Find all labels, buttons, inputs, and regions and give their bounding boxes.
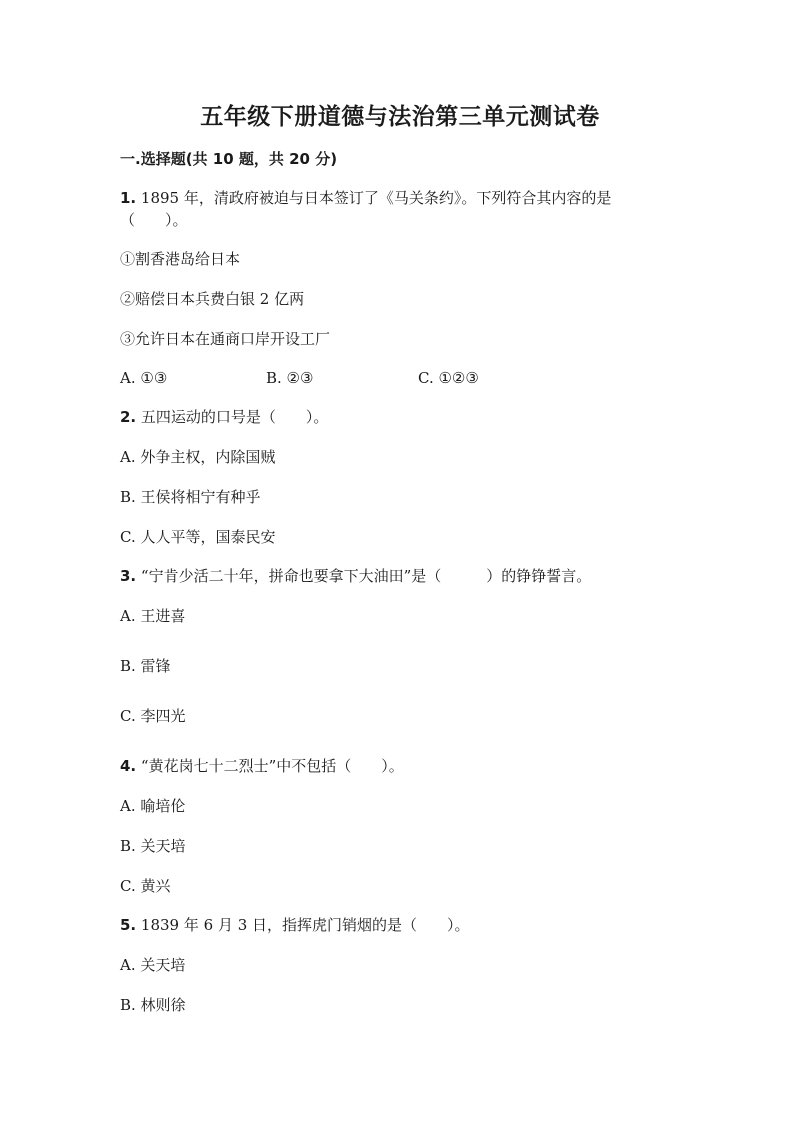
question-1-stem-cont: （ ）。 xyxy=(120,211,188,229)
section-header: 一.选择题(共 10 题，共 20 分) xyxy=(120,150,338,168)
option-b: B. 林则徐 xyxy=(120,996,186,1014)
option-c: C. 人人平等，国泰民安 xyxy=(120,528,276,546)
option-b: B. 雷锋 xyxy=(120,657,171,675)
statement-3: ③允许日本在通商口岸开设工厂 xyxy=(120,330,331,348)
page-title: 五年级下册道德与法治第三单元测试卷 xyxy=(200,104,600,130)
question-number: 4. xyxy=(120,757,137,775)
option-a: A. 王进喜 xyxy=(120,607,186,625)
question-number: 5. xyxy=(120,916,137,934)
question-text: “黄花岗七十二烈士”中不包括（ ）。 xyxy=(140,757,404,775)
option-a: A. 关天培 xyxy=(120,956,186,974)
question-5-stem xyxy=(120,915,470,935)
question-number: 3. xyxy=(120,567,137,585)
question-3-stem xyxy=(120,566,591,586)
option-b: B. ②③ xyxy=(266,369,314,387)
question-text: 1839 年 6 月 3 日，指挥虎门销烟的是（ ）。 xyxy=(140,916,470,934)
question-1-stem xyxy=(120,188,611,208)
question-number: 1. xyxy=(120,189,137,207)
option-a: A. 喻培伦 xyxy=(120,797,186,815)
statement-2: ②赔偿日本兵费白银 2 亿两 xyxy=(120,290,305,308)
question-2-stem xyxy=(120,407,328,427)
option-a: A. ①③ xyxy=(120,369,168,387)
question-text: 五四运动的口号是（ ）。 xyxy=(140,408,329,426)
option-c: C. 李四光 xyxy=(120,707,186,725)
option-c: C. ①②③ xyxy=(418,369,479,387)
statement-1: ①割香港岛给日本 xyxy=(120,250,241,268)
option-b: B. 王侯将相宁有种乎 xyxy=(120,488,261,506)
option-b: B. 关天培 xyxy=(120,837,186,855)
option-a: A. 外争主权，内除国贼 xyxy=(120,448,276,466)
question-text: “宁肯少活二十年，拼命也要拿下大油田”是（ ）的铮铮誓言。 xyxy=(140,567,592,585)
question-number: 2. xyxy=(120,408,137,426)
option-c: C. 黄兴 xyxy=(120,877,171,895)
question-4-stem xyxy=(120,756,404,776)
question-text: 1895 年，清政府被迫与日本签订了《马关条约》。下列符合其内容的是 xyxy=(140,189,612,207)
